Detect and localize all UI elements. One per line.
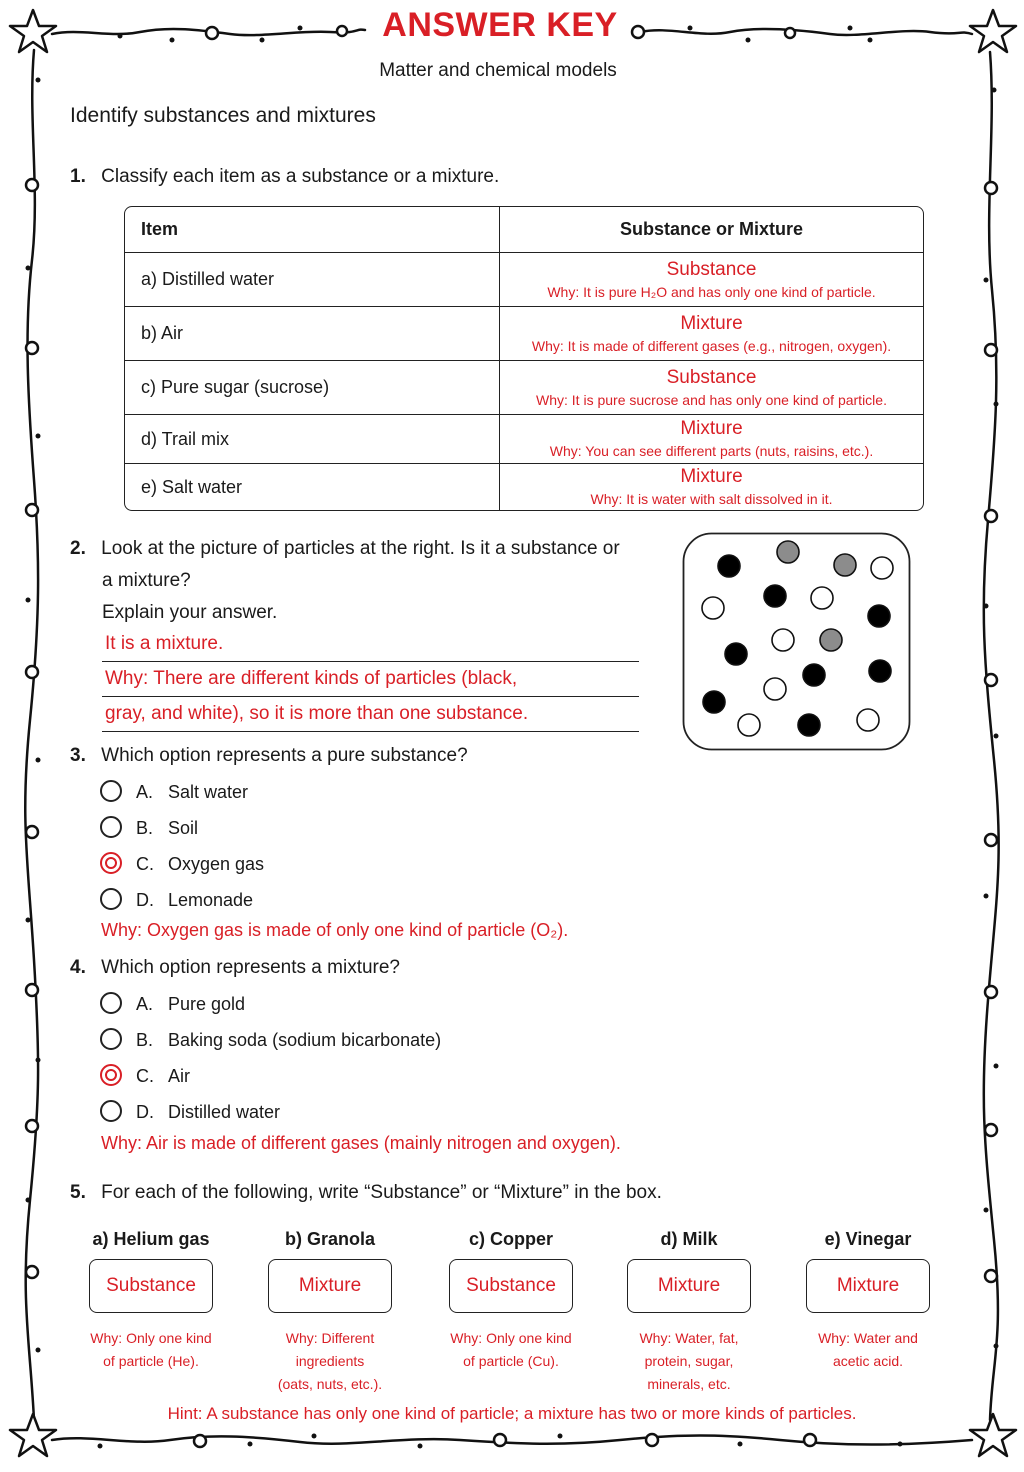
option-letter: D. [136, 890, 154, 910]
hint-text: Hint: A substance has only one kind of particle; a mixture has two or more kinds of particles. [167, 1404, 857, 1423]
question-number: 4. [70, 957, 86, 978]
option-d[interactable] [100, 1098, 280, 1126]
classification-table [124, 206, 924, 511]
white-particle [702, 597, 724, 619]
answer-cell [500, 253, 923, 307]
white-particle [871, 557, 893, 579]
option-c[interactable] [100, 850, 264, 878]
option-text: Air [168, 1066, 190, 1086]
answer-why: Why: It is pure sucrose and has only one kind of particle. [536, 391, 887, 408]
option-letter: C. [136, 1066, 154, 1086]
radio-button[interactable] [100, 816, 122, 838]
answer-cell [500, 415, 923, 464]
gray-particle [834, 554, 856, 576]
answer-line: gray, and white), so it is more than one substance. [102, 703, 639, 732]
item-label: a) Helium gas [92, 1229, 210, 1249]
q5-item-copper [426, 1229, 596, 1373]
answer-line: It is a mixture. [102, 633, 639, 662]
radio-button[interactable] [100, 1100, 122, 1122]
page-subtitle: Matter and chemical models [379, 60, 617, 81]
q5-item-granola [245, 1229, 415, 1396]
gray-particle [820, 629, 842, 651]
white-particle [738, 714, 760, 736]
radio-button[interactable] [100, 1028, 122, 1050]
answer-cell [500, 464, 923, 510]
table-header-row [125, 207, 923, 253]
gray-particle [777, 541, 799, 563]
answer-box[interactable]: Mixture [806, 1259, 930, 1313]
question-1 [70, 166, 499, 188]
column-header-item: Item [125, 207, 500, 253]
black-particle [868, 605, 890, 627]
question-number: 1. [70, 166, 86, 187]
answer-why [245, 1327, 415, 1396]
answer-why: Why: Oxygen gas is made of only one kind of particle (O₂). [101, 920, 569, 940]
item-cell: c) Pure sugar (sucrose) [125, 361, 500, 415]
table-row [125, 415, 923, 464]
why-line: ingredients [295, 1353, 365, 1369]
item-cell: a) Distilled water [125, 253, 500, 307]
q5-item-vinegar [783, 1229, 953, 1373]
answer-box[interactable]: Substance [449, 1259, 573, 1313]
option-text: Distilled water [168, 1102, 281, 1122]
answer-why [783, 1327, 953, 1373]
option-text: Oxygen gas [168, 854, 265, 874]
answer-why: Why: It is water with salt dissolved in it. [590, 491, 833, 507]
answer-line: Why: There are different kinds of particles (black, [102, 668, 639, 697]
option-letter: A. [136, 782, 154, 802]
question-prompt: Classify each item as a substance or a mixture. [101, 166, 500, 187]
white-particle [772, 629, 794, 651]
white-particle [811, 587, 833, 609]
option-text: Salt water [168, 782, 249, 802]
answer-box[interactable]: Mixture [627, 1259, 751, 1313]
radio-button-selected[interactable] [100, 1064, 122, 1086]
question-5 [70, 1182, 662, 1204]
radio-button[interactable] [100, 888, 122, 910]
why-line: Why: Water, fat, [639, 1330, 739, 1346]
page-title: ANSWER KEY [382, 6, 618, 44]
particle-diagram [682, 532, 912, 752]
question-prompt: Which option represents a mixture? [101, 957, 401, 978]
item-cell: e) Salt water [125, 464, 500, 510]
item-label: c) Copper [468, 1229, 553, 1249]
why-line: of particle (He). [103, 1353, 199, 1369]
black-particle [803, 664, 825, 686]
answer-why [426, 1327, 596, 1373]
answer-why: Why: You can see different parts (nuts, raisins, etc.). [549, 443, 874, 459]
answer-why: Why: Air is made of different gases (mainly nitrogen and oxygen). [101, 1133, 621, 1153]
section-title: Identify substances and mixtures [70, 104, 376, 127]
why-line: Why: Different [285, 1330, 375, 1346]
question-prompt: Look at the picture of particles at the right. Is it a substance or [101, 538, 620, 559]
option-b[interactable] [100, 1026, 441, 1054]
black-particle [725, 643, 747, 665]
why-line: (oats, nuts, etc.). [277, 1376, 383, 1392]
option-letter: C. [136, 854, 154, 874]
table-row [125, 464, 923, 510]
item-label: d) Milk [660, 1229, 718, 1249]
question-prompt-continued: a mixture? [102, 570, 191, 591]
option-letter: B. [136, 818, 154, 838]
black-particle [718, 555, 740, 577]
answer-why [604, 1327, 774, 1396]
why-line: protein, sugar, [644, 1353, 734, 1369]
option-text: Lemonade [168, 890, 254, 910]
q5-item-milk [604, 1229, 774, 1396]
why-line: acetic acid. [832, 1353, 904, 1369]
why-line: minerals, etc. [647, 1376, 731, 1392]
answer-text: Mixture [680, 312, 743, 334]
radio-button[interactable] [100, 992, 122, 1014]
option-a[interactable] [100, 990, 245, 1018]
option-letter: B. [136, 1030, 154, 1050]
question-prompt: For each of the following, write “Substance” or “Mixture” in the box. [101, 1182, 662, 1203]
answer-text: Mixture [680, 418, 743, 439]
option-letter: D. [136, 1102, 154, 1122]
option-letter: A. [136, 994, 154, 1014]
item-label: b) Granola [284, 1229, 375, 1249]
answer-text: Mixture [680, 466, 743, 487]
radio-button[interactable] [100, 780, 122, 802]
radio-button-selected[interactable] [100, 852, 122, 874]
question-number: 3. [70, 745, 86, 766]
answer-why: Why: It is pure H₂O and has only one kind of particle. [547, 283, 876, 300]
question-prompt: Which option represents a pure substance? [101, 745, 468, 766]
white-particle [857, 709, 879, 731]
why-line: Why: Water and [818, 1330, 918, 1346]
answer-why: Why: It is made of different gases (e.g., nitrogen, oxygen). [531, 337, 892, 354]
table-row [125, 361, 923, 415]
black-particle [703, 691, 725, 713]
option-d[interactable] [100, 886, 253, 914]
answer-text: Substance [666, 366, 757, 388]
answer-box[interactable]: Substance [89, 1259, 213, 1313]
answer-why [66, 1327, 236, 1373]
white-particle [764, 678, 786, 700]
answer-box[interactable]: Mixture [268, 1259, 392, 1313]
item-label: e) Vinegar [824, 1229, 912, 1249]
answer-cell [500, 307, 923, 361]
question-2 [70, 538, 620, 560]
option-text: Soil [168, 818, 199, 838]
table-row [125, 253, 923, 307]
answer-cell [500, 361, 923, 415]
item-cell: d) Trail mix [125, 415, 500, 464]
why-line: Why: Only one kind [90, 1330, 212, 1346]
question-3 [70, 745, 468, 767]
column-header-answer: Substance or Mixture [500, 207, 923, 253]
why-line: of particle (Cu). [463, 1353, 559, 1369]
option-c[interactable] [100, 1062, 190, 1090]
option-a[interactable] [100, 778, 248, 806]
black-particle [869, 660, 891, 682]
option-text: Baking soda (sodium bicarbonate) [168, 1030, 442, 1050]
question-4 [70, 957, 400, 979]
question-number: 5. [70, 1182, 86, 1203]
black-particle [798, 714, 820, 736]
answer-text: Substance [666, 258, 757, 280]
why-line: Why: Only one kind [450, 1330, 572, 1346]
explain-prompt: Explain your answer. [102, 602, 278, 623]
item-cell: b) Air [125, 307, 500, 361]
black-particle [764, 585, 786, 607]
option-b[interactable] [100, 814, 198, 842]
q5-item-helium [66, 1229, 236, 1373]
option-text: Pure gold [168, 994, 246, 1014]
question-number: 2. [70, 538, 86, 559]
table-row [125, 307, 923, 361]
